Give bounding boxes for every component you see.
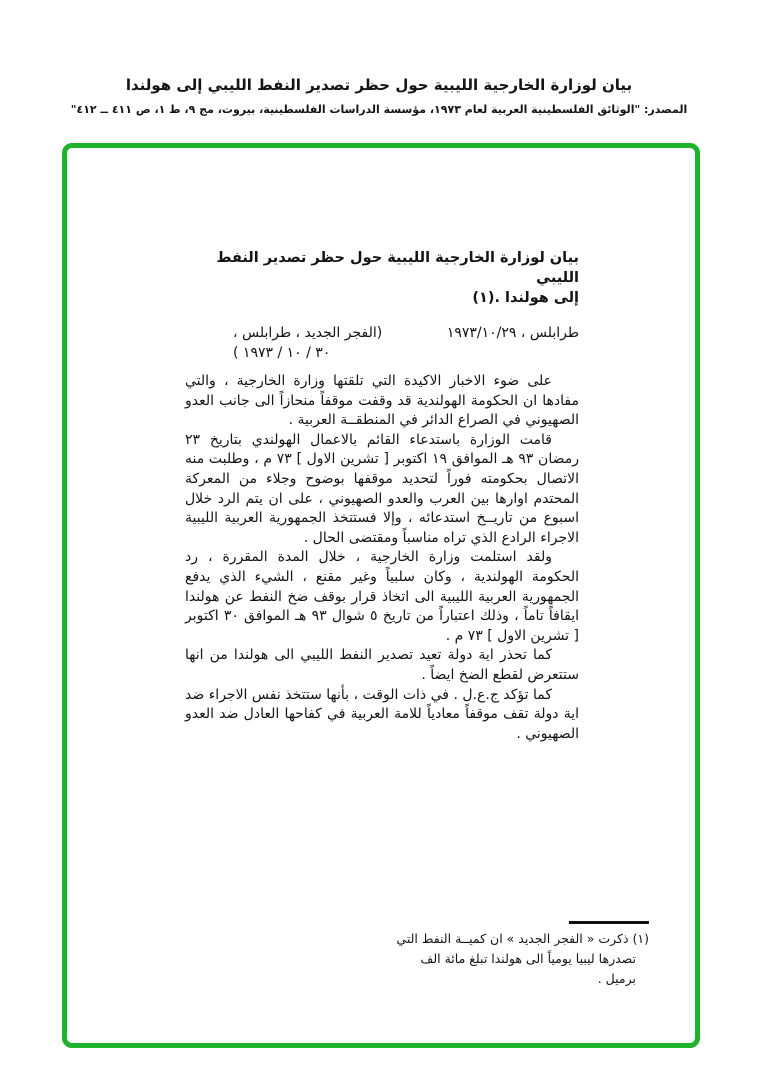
paragraph-2: قامت الوزارة باستدعاء القائم بالاعمال الهولندي بتاريخ ٢٣ رمضان ٩٣ هـ الموافق ١٩ اكتوبر [ تشرين الاول ] ٧٣ م ، وطلبت منه الاتصال بحكومته فوراً لتحديد موقفها بوضوح وجلاء من المعركة المحتدم اوارها بين العرب والعدو الصهيوني ، على ان يتم الرد خلال اسبوع من تاريــخ استدعائه ، وإلا فستتخذ الجمهورية العربية الليبية الاجراء الرادع الذي تراه مناسباً ومقتضى الحال . [185, 431, 580, 546]
paragraph-1: على ضوء الاخبار الاكيدة التي تلقتها وزارة الخارجية ، والتي مفادها ان الحكومة الهولندية قد وقفت موقفاً منحازاً الى جانب العدو الصهيوني في الصراع الدائر في المنطقــة العربية . [185, 373, 579, 429]
page-title: بيان لوزارة الخارجية الليبية حول حظر تصدير النفط الليبي إلى هولندا [125, 76, 633, 94]
footnote-line2: تصدرها ليبيا يومياً الى هولندا تبلغ مائة الف برميل . [420, 951, 636, 986]
footnote-separator [569, 921, 649, 924]
document-body [185, 248, 579, 744]
paragraph-4: كما تحذر اية دولة تعيد تصدير النفط الليبي الى هولندا من انها ستتعرض لقطع الضخ ايضاً . [185, 647, 579, 683]
document-title [185, 248, 579, 308]
citation-line2: ٣٠ / ١٠ / ١٩٧٣ ) [233, 345, 331, 361]
paragraph-3: ولقد استلمت وزارة الخارجية ، خلال المدة المقررة ، رد الحكومة الهولندية ، وكان سلبياً وغير مقنع ، الشيء الذي يدفع الجمهورية العربية الليبية الى اتخاذ قرار بوقف ضخ النفط عن هولندا ايقافاً تاماً ، وذلك اعتباراً من تاريخ ٥ شوال ٩٣ هـ الموافق ٣٠ اكتوبر [ تشرين الاول ] ٧٣ م . [185, 549, 579, 644]
dateline-row [185, 323, 579, 363]
document-frame [62, 143, 700, 1048]
paragraph-5: كما تؤكد ج.ع.ل . في ذات الوقت ، بأنها ستتخذ نفس الاجراء ضد اية دولة تقف موقفاً معادياً للامة العربية في كفاحها العادل ضد العدو الصهيوني . [185, 686, 579, 742]
document-title-line2: إلى هولندا .(١) [472, 290, 579, 306]
dateline: طرابلس ، ١٩٧٣/١٠/٢٩ [446, 325, 579, 341]
footnote-line1: (١) ذكرت « الفجر الجديد » ان كميــة النفط التي [396, 931, 649, 946]
citation-line1: (الفجر الجديد ، طرابلس ، [233, 325, 383, 341]
citation [233, 323, 382, 363]
footnote [387, 929, 649, 989]
paragraphs [185, 372, 579, 744]
document-title-line1: بيان لوزارة الخارجية الليبية حول حظر تصدير النفط الليبي [216, 250, 579, 286]
source-line: المصدر: "الوثائق الفلسطينية العربية لعام ١٩٧٣، مؤسسة الدراسات الفلسطينية، بيروت، مج ٩، ط ١، ص ٤١١ ــ ٤١٢" [70, 103, 688, 116]
